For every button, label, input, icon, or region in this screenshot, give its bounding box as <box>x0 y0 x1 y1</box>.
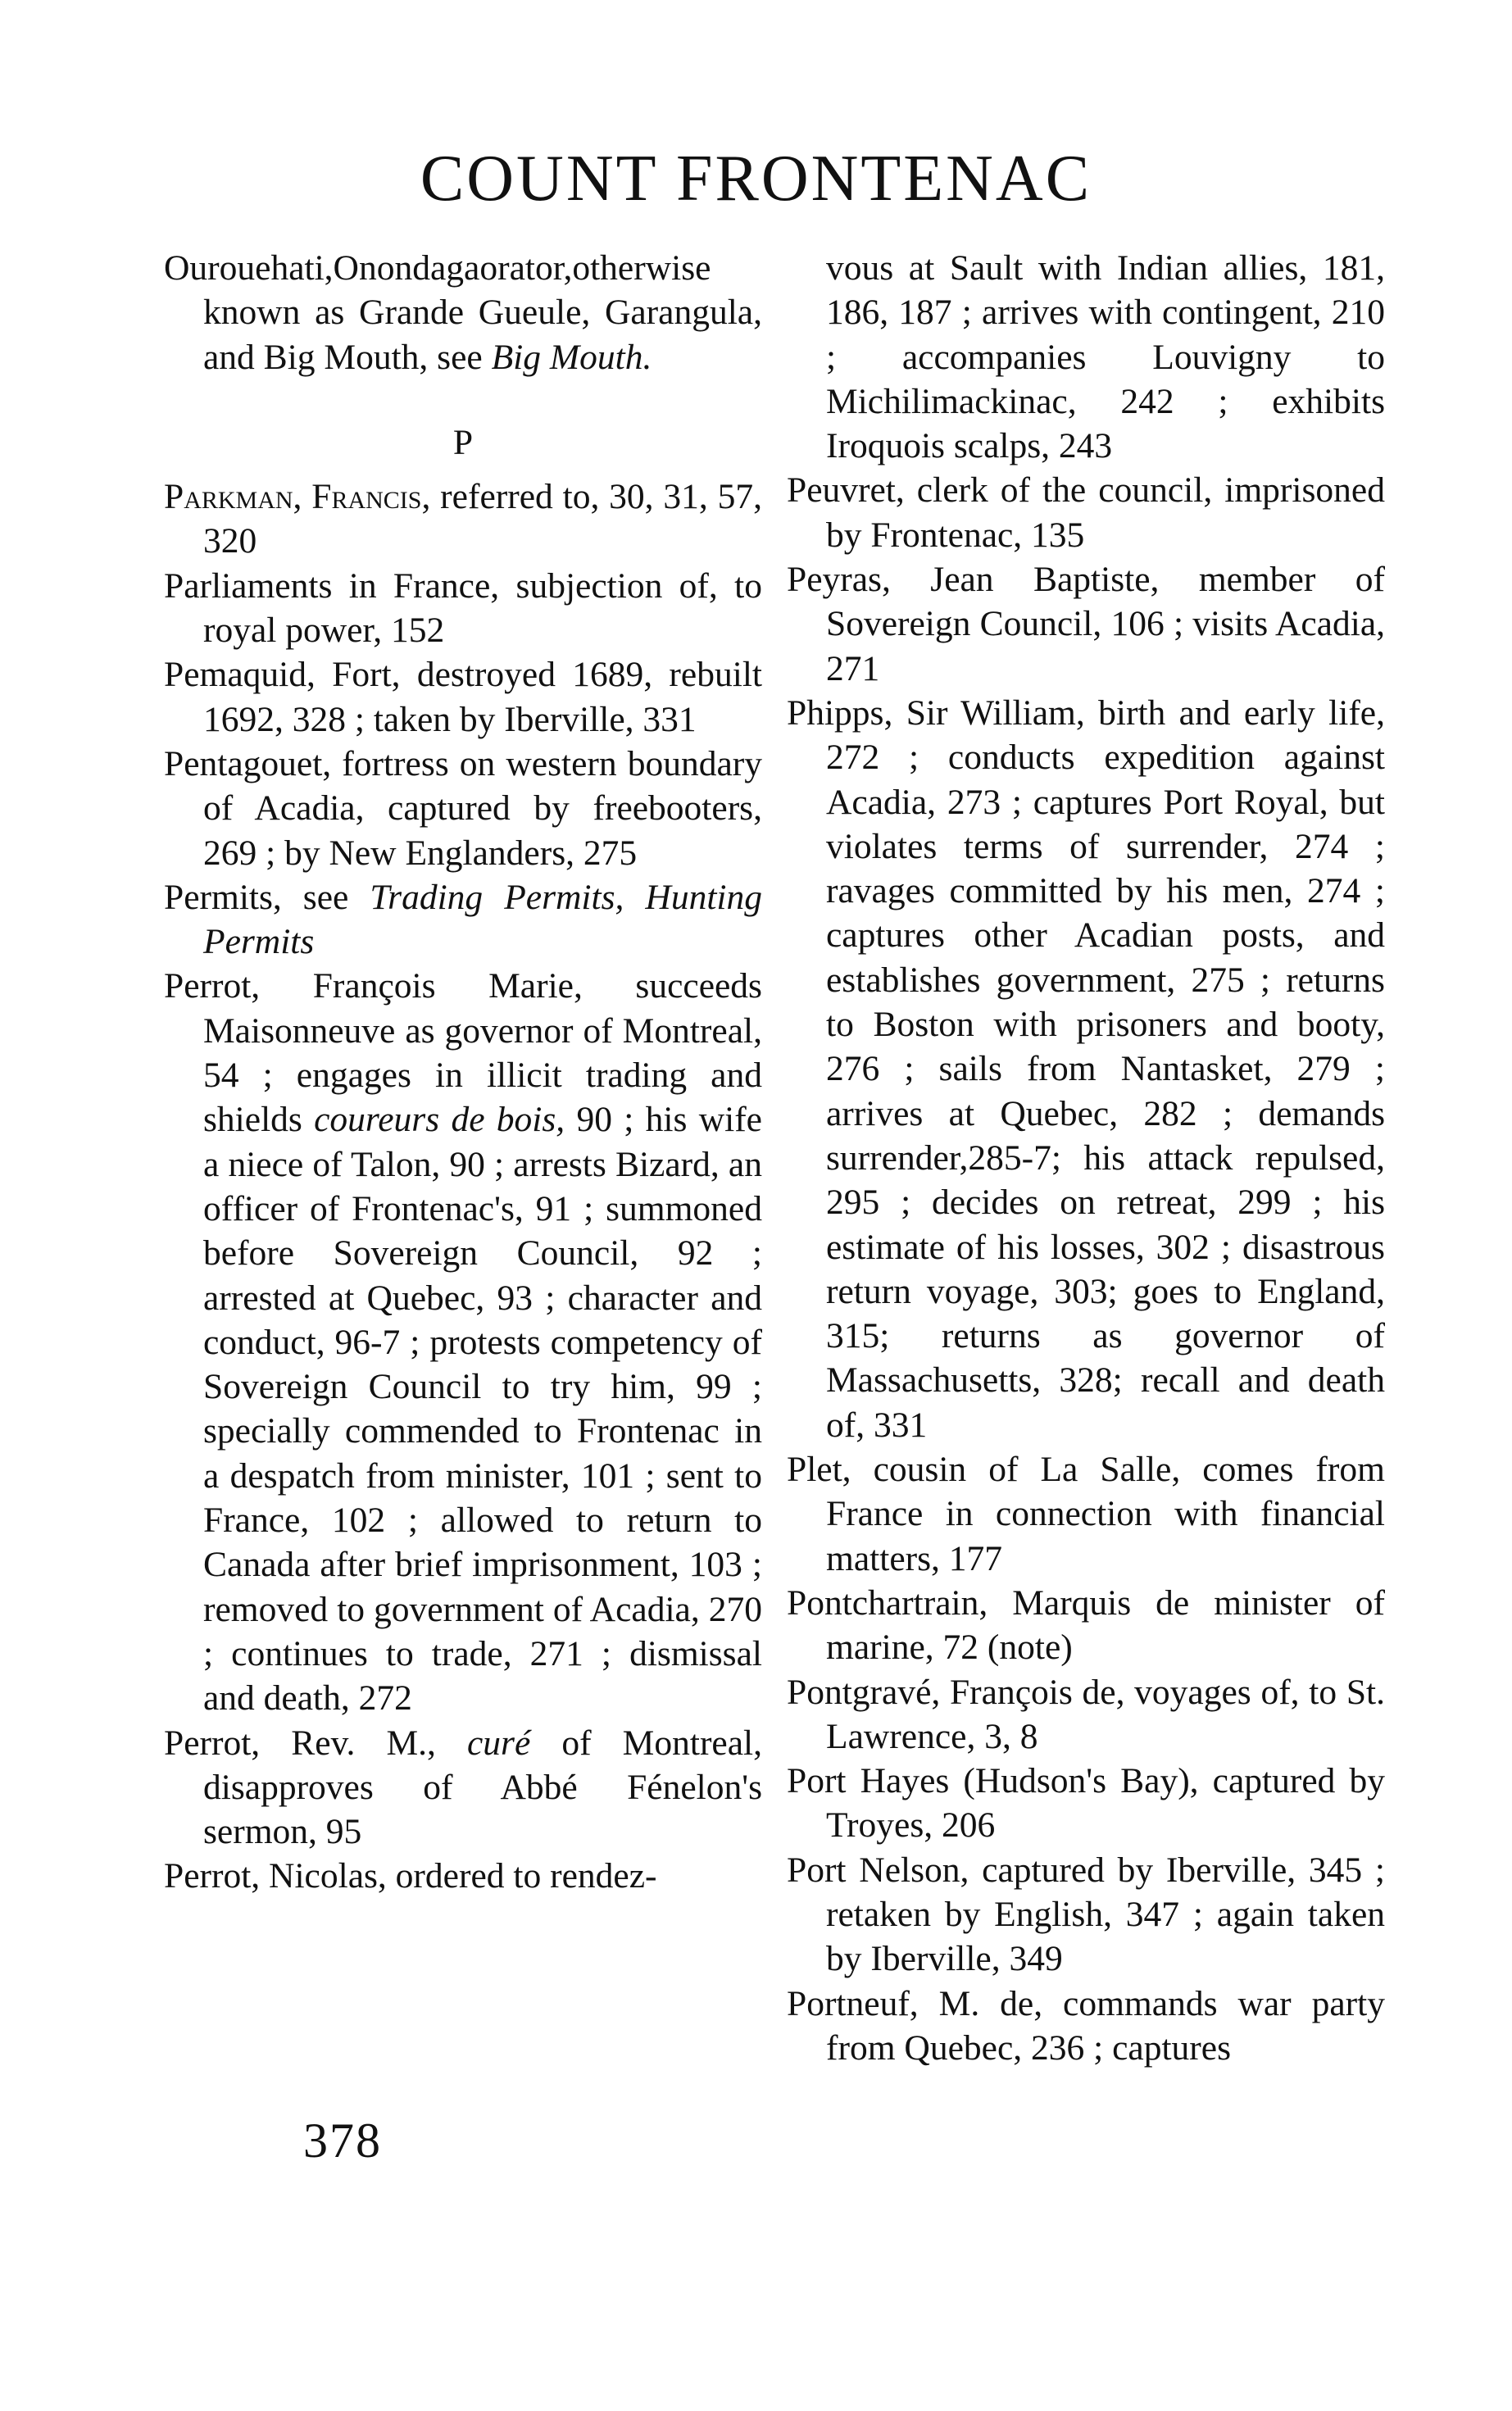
entry-text: Permits, see <box>164 877 370 917</box>
index-entry-peuvret: Peuvret, clerk of the council, imprisoned by Frontenac, 135 <box>787 470 1385 555</box>
section-letter: P <box>452 422 474 462</box>
index-entry-pontgrave: Pontgravé, François de, voyages of, to St. Lawrence, 3, 8 <box>787 1672 1385 1756</box>
entry-italic: coureurs de bois, <box>314 1100 565 1140</box>
index-entry-port-nelson: Port Nelson, captured by Iberville, 345 ; retaken by English, 347 ; again taken by Iberville, 349 <box>787 1850 1385 1979</box>
entry-text: Perrot, Rev. M., <box>164 1723 467 1763</box>
index-entry-phipps: Phipps, Sir William, birth and early life, 272 ; conducts expedition against Acadia, 273 ; captures Port Royal, but violates terms of surrender, 274 ; ravages committed by his men, 274 ; captures other Acadian posts, and establishes government, 275 ; returns to Boston with prisoners and booty, 276 ; sails from Nantasket, 279 ; arrives at Quebec, 282 ; demands surrender,285-7; his attack repulsed, 295 ; decides on retreat, 299 ; his estimate of his losses, 302 ; disastrous return voyage, 303; goes to England, 315; returns as governor of Massachusetts, 328; recall and death of, 331 <box>787 692 1385 1445</box>
index-entry-permits <box>164 875 762 965</box>
index-entry-pentagouet: Pentagouet, fortress on western boundary of Acadia, captured by freebooters, 269 ; by New Englanders, 275 <box>164 743 762 873</box>
entry-text: of Montreal, disapproves of Abbé Fénelon's sermon, 95 <box>203 1723 763 1852</box>
index-entry-pontchartrain: Pontchartrain, Marquis de minister of marine, 72 (note) <box>787 1582 1385 1668</box>
index-entry-port-hayes: Port Hayes (Hudson's Bay), captured by Troyes, 206 <box>787 1761 1385 1846</box>
index-entry-plet: Plet, cousin of La Salle, comes from France in connection with financial matters, 177 <box>787 1450 1385 1578</box>
entry-text: Ourouehati,Onondagaorator,otherwise known as Grande Gueule, Garangula, and Big Mouth, see <box>164 248 762 377</box>
entry-text: 90 ; his wife a niece of Talon, 90 ; arrests Bizard, an officer of Frontenac's, 91 ; summoned before Sovereign Council, 92 ; arrested at Quebec, 93 ; character and conduct, 96-7 ; protests competency of Sovereign Council to try him, 99 ; specially commended to Frontenac in a despatch from minister, 101 ; sent to France, 102 ; allowed to return to Canada after brief imprisonment, 103 ; removed to government of Acadia, 270 ; continues to trade, 271 ; dismissal and death, 272 <box>203 1100 762 1719</box>
index-column-right <box>787 246 1385 2070</box>
index-entry-parkman <box>164 474 762 564</box>
index-column-left <box>164 246 762 1899</box>
page-number: 378 <box>303 2114 382 2168</box>
index-entry-perrot-nicolas-continued: vous at Sault with Indian allies, 181, 186, 187 ; arrives with contingent, 210 ; accompanies Louvigny to Michilimackinac, 242 ; exhibits Iroquois scalps, 243 <box>826 248 1385 466</box>
running-header: COUNT FRONTENAC <box>420 143 1092 215</box>
index-entry-ourouehati <box>164 246 762 379</box>
entry-crossref: Trading Permits, Hunting Permits <box>203 877 762 962</box>
index-entry-peyras: Peyras, Jean Baptiste, member of Sovereign Council, 106 ; visits Acadia, 271 <box>787 560 1385 688</box>
entry-text: Perrot, François Marie, succeeds Maisonneuve as governor of Montreal, 54 ; engages in illicit trading and shields <box>164 966 762 1140</box>
entry-headword: Parkman, Francis, <box>164 477 431 517</box>
index-entry-perrot-nicolas: Perrot, Nicolas, ordered to rendez- <box>164 1856 657 1896</box>
index-entry-portneuf: Portneuf, M. de, commands war party from Quebec, 236 ; captures <box>787 1983 1385 2068</box>
index-entry-pemaquid: Pemaquid, Fort, destroyed 1689, rebuilt 1692, 328 ; taken by Iberville, 331 <box>164 655 762 739</box>
entry-crossref: Big Mouth. <box>491 337 652 377</box>
index-entry-parliaments: Parliaments in France, subjection of, to royal power, 152 <box>164 565 762 651</box>
entry-italic: curé <box>466 1723 531 1763</box>
entry-text: referred to, 30, 31, 57, 320 <box>203 477 762 561</box>
index-entry-perrot-francois <box>164 964 762 1720</box>
index-entry-perrot-rev <box>164 1721 762 1855</box>
